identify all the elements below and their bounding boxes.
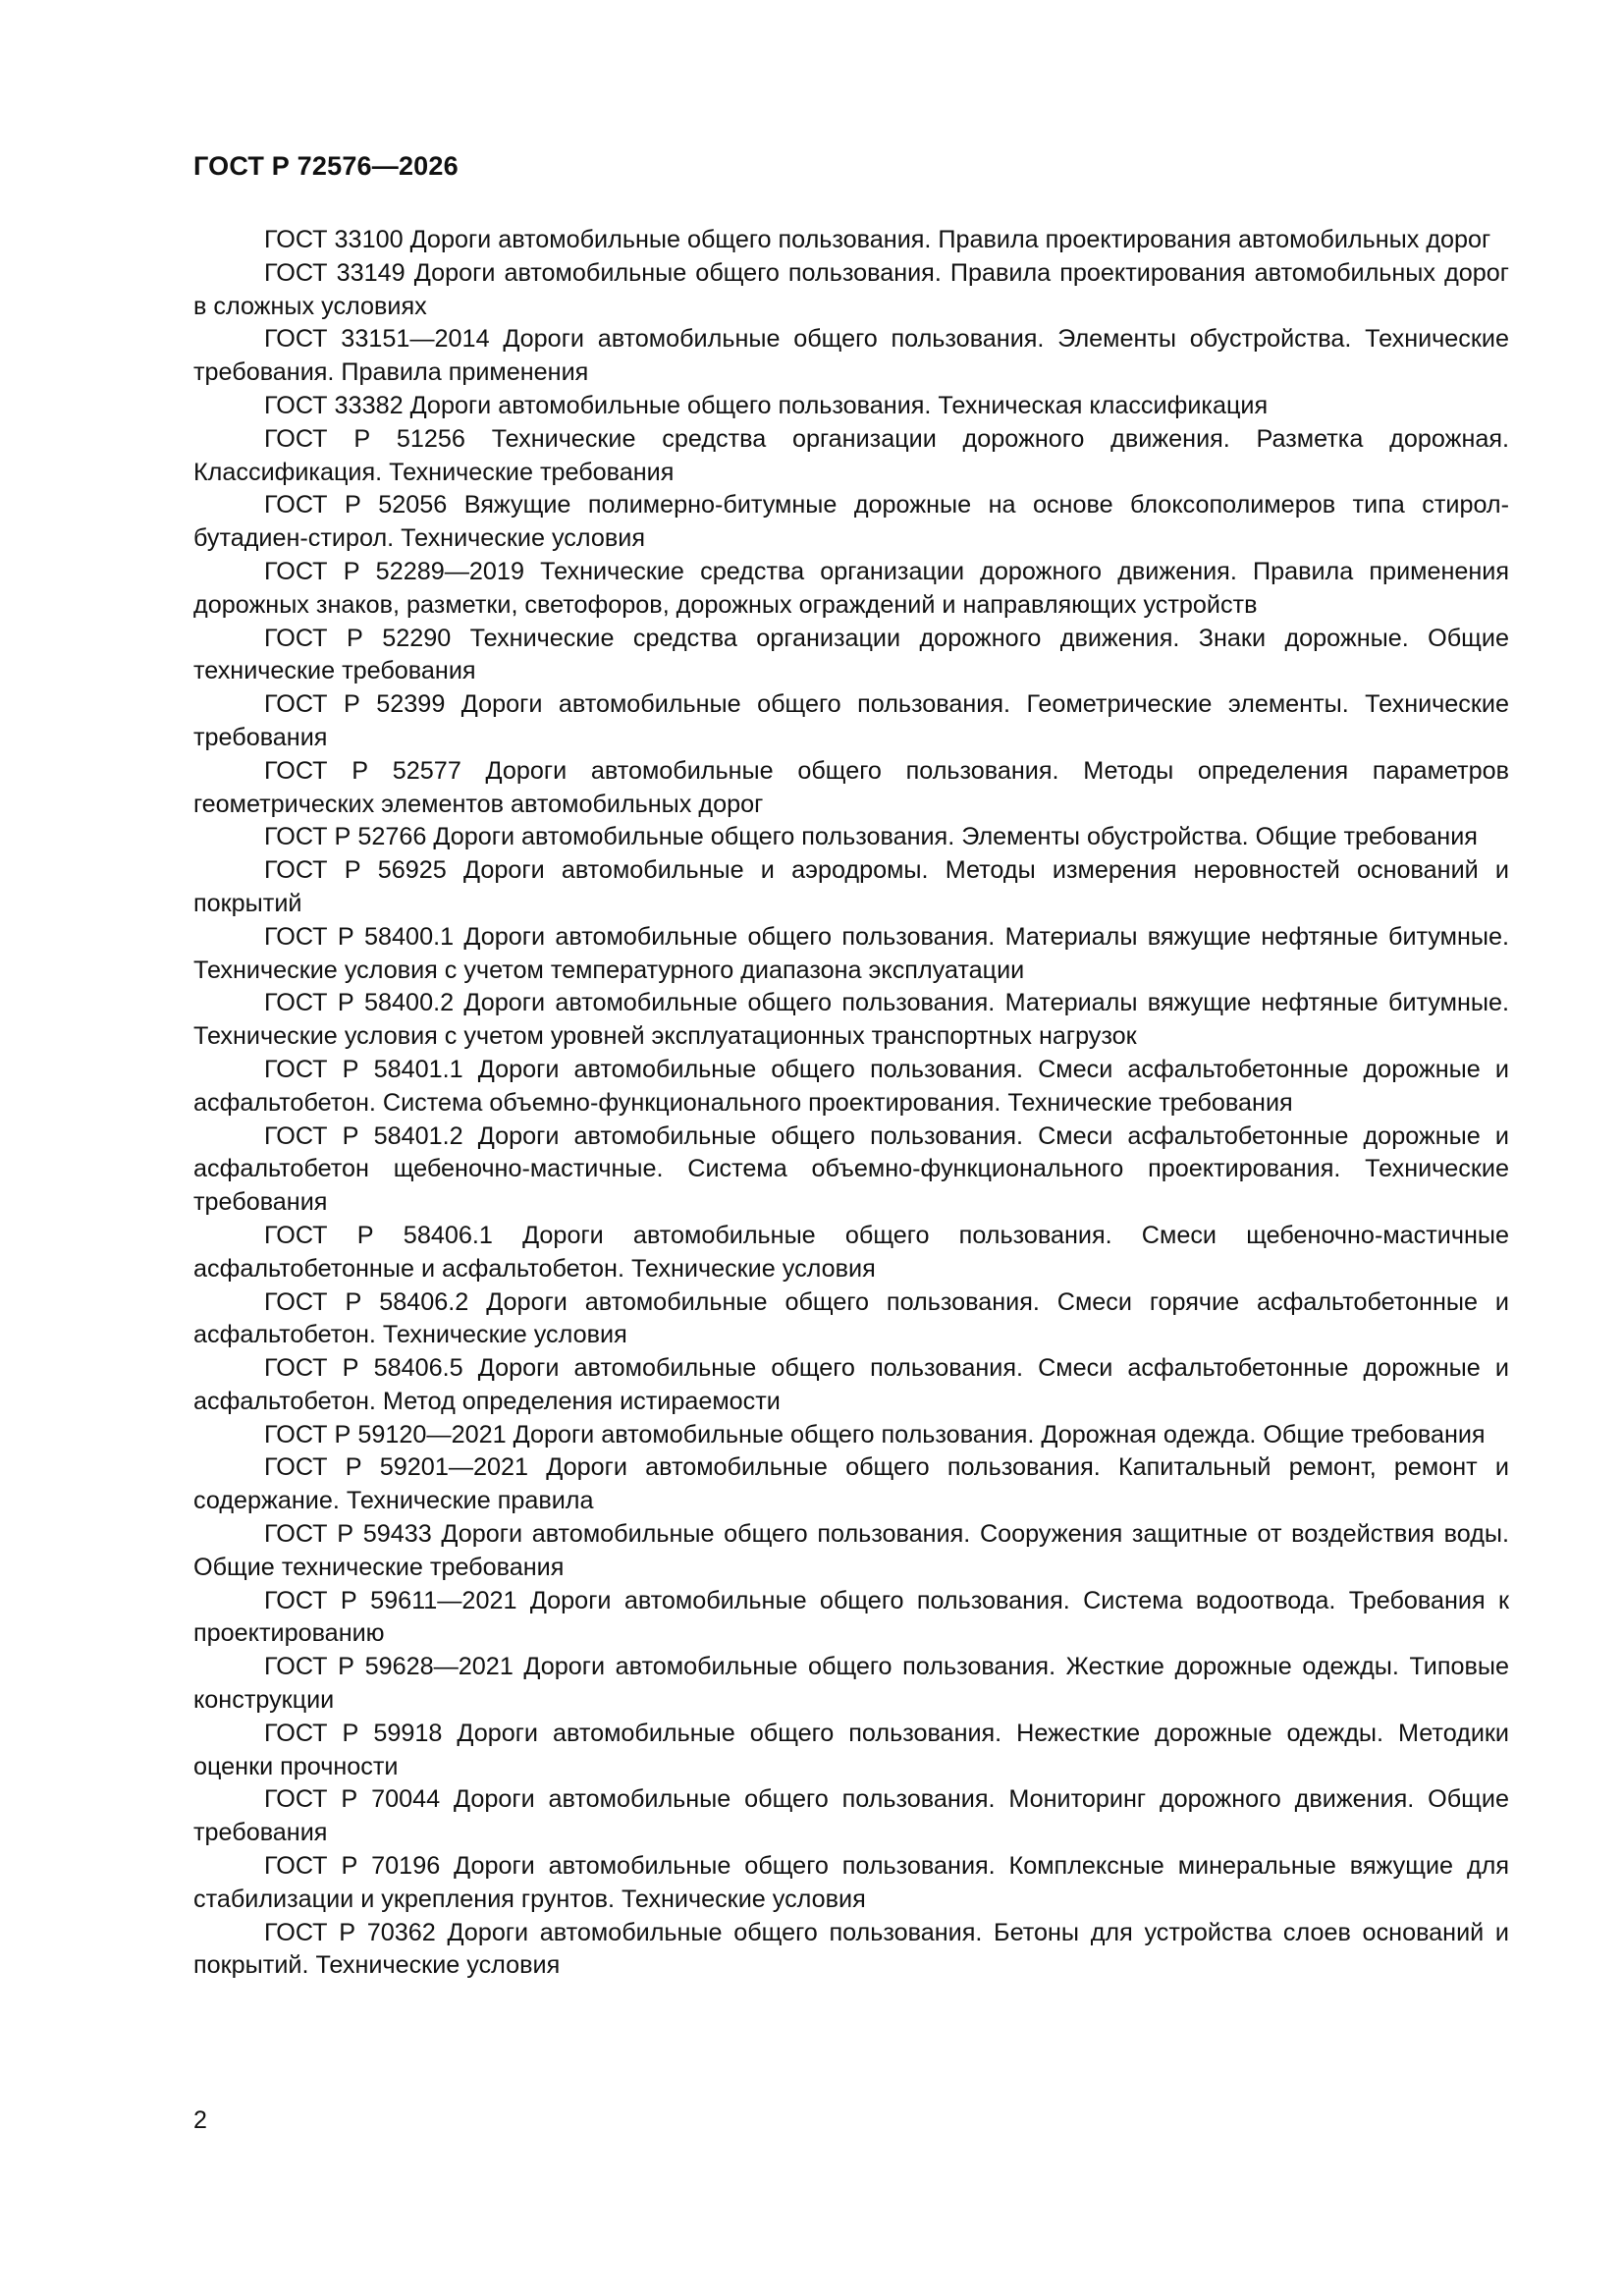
page-number: 2: [193, 2106, 207, 2134]
reference-item: ГОСТ 33382 Дороги автомобильные общего пользования. Техническая классификация: [264, 391, 1269, 419]
reference-item: ГОСТ 33151—2014 Дороги автомобильные общего пользования. Элементы обустройства. Технические требования. Правила применения: [193, 325, 1509, 387]
reference-item: ГОСТ Р 70044 Дороги автомобильные общего пользования. Мониторинг дорожного движения. Общие требования: [193, 1785, 1509, 1847]
reference-item: ГОСТ 33100 Дороги автомобильные общего пользования. Правила проектирования автомобильных дорог: [264, 226, 1491, 253]
reference-item: ГОСТ Р 58401.1 Дороги автомобильные общего пользования. Смеси асфальтобетонные дорожные и асфальтобетон. Система объемно-функционального проектирования. Технические требования: [193, 1055, 1509, 1117]
reference-item: ГОСТ Р 52289—2019 Технические средства организации дорожного движения. Правила применения дорожных знаков, разметки, светофоров, дорожных ограждений и направляющих устройств: [193, 557, 1509, 619]
reference-item: ГОСТ Р 51256 Технические средства организации дорожного движения. Разметка дорожная. Классификация. Технические требования: [193, 424, 1509, 486]
reference-item: ГОСТ Р 58400.2 Дороги автомобильные общего пользования. Материалы вяжущие нефтяные битумные. Технические условия с учетом уровней эксплуатационных транспортных нагрузок: [193, 989, 1509, 1051]
reference-item: ГОСТ Р 52577 Дороги автомобильные общего пользования. Методы определения параметров геометрических элементов автомобильных дорог: [193, 756, 1509, 818]
document-header: ГОСТ Р 72576—2026: [193, 151, 459, 181]
reference-item: ГОСТ Р 58406.5 Дороги автомобильные общего пользования. Смеси асфальтобетонные дорожные и асфальтобетон. Метод определения истираемости: [193, 1354, 1509, 1415]
reference-item: ГОСТ Р 70196 Дороги автомобильные общего пользования. Комплексные минеральные вяжущие для стабилизации и укрепления грунтов. Технические условия: [193, 1852, 1509, 1913]
reference-item: ГОСТ Р 58406.2 Дороги автомобильные общего пользования. Смеси горячие асфальтобетонные и асфальтобетон. Технические условия: [193, 1287, 1509, 1349]
reference-item: ГОСТ Р 59120—2021 Дороги автомобильные общего пользования. Дорожная одежда. Общие требования: [264, 1420, 1486, 1449]
reference-item: ГОСТ Р 59611—2021 Дороги автомобильные общего пользования. Система водоотвода. Требования к проектированию: [193, 1586, 1509, 1648]
reference-item: ГОСТ Р 70362 Дороги автомобильные общего пользования. Бетоны для устройства слоев оснований и покрытий. Технические условия: [193, 1918, 1509, 1980]
reference-item: ГОСТ Р 58406.1 Дороги автомобильные общего пользования. Смеси щебеночно-мастичные асфальтобетонные и асфальтобетон. Технические условия: [193, 1221, 1509, 1283]
reference-item: ГОСТ 33149 Дороги автомобильные общего пользования. Правила проектирования автомобильных дорог в сложных условиях: [193, 258, 1509, 320]
reference-item: ГОСТ Р 56925 Дороги автомобильные и аэродромы. Методы измерения неровностей оснований и покрытий: [193, 856, 1509, 917]
reference-item: ГОСТ Р 59433 Дороги автомобильные общего пользования. Сооружения защитные от воздействия воды. Общие технические требования: [193, 1520, 1509, 1581]
reference-item: ГОСТ Р 52290 Технические средства организации дорожного движения. Знаки дорожные. Общие технические требования: [193, 624, 1509, 685]
reference-item: ГОСТ Р 58401.2 Дороги автомобильные общего пользования. Смеси асфальтобетонные дорожные и асфальтобетон щебеночно-мастичные. Система объемно-функционального проектирования. Технические требования: [193, 1121, 1509, 1217]
reference-item: ГОСТ Р 52399 Дороги автомобильные общего пользования. Геометрические элементы. Технические требования: [193, 690, 1509, 751]
reference-item: ГОСТ Р 52056 Вяжущие полимерно-битумные дорожные на основе блоксополимеров типа стирол-бутадиен-стирол. Технические условия: [193, 491, 1509, 553]
reference-item: ГОСТ Р 59628—2021 Дороги автомобильные общего пользования. Жесткие дорожные одежды. Типовые конструкции: [193, 1653, 1509, 1715]
reference-item: ГОСТ Р 58400.1 Дороги автомобильные общего пользования. Материалы вяжущие нефтяные битумные. Технические условия с учетом температурного диапазона эксплуатации: [193, 922, 1509, 984]
normative-references-list: [193, 224, 1509, 1983]
reference-item: ГОСТ Р 59201—2021 Дороги автомобильные общего пользования. Капитальный ремонт, ремонт и содержание. Технические правила: [193, 1453, 1509, 1515]
reference-item: ГОСТ Р 52766 Дороги автомобильные общего пользования. Элементы обустройства. Общие требования: [264, 823, 1478, 851]
reference-item: ГОСТ Р 59918 Дороги автомобильные общего пользования. Нежесткие дорожные одежды. Методики оценки прочности: [193, 1719, 1509, 1780]
